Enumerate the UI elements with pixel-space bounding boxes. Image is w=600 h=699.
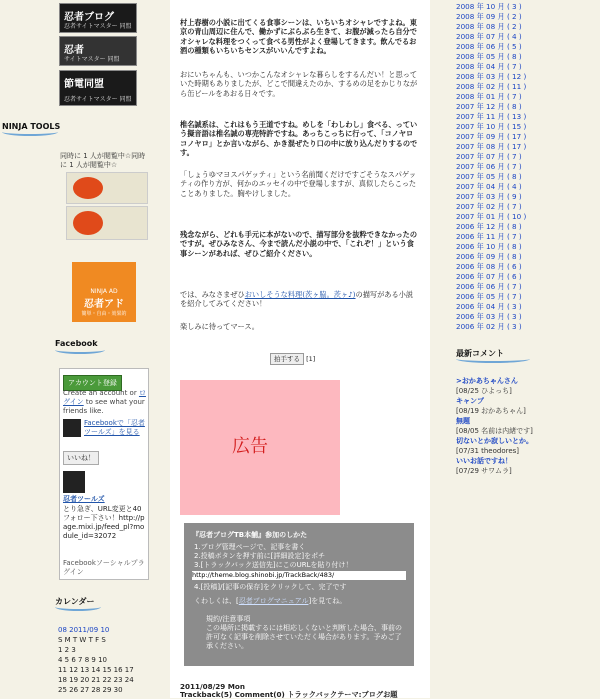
archive-item[interactable]: 2006 年 04 月 ( 3 ) — [456, 302, 522, 311]
post-date: 2011/08/29 Mon — [180, 682, 245, 691]
ninja-ad-label: NINJA AD — [90, 288, 118, 295]
calendar-widget — [58, 625, 150, 695]
comment-title[interactable]: 無題 — [456, 417, 470, 425]
ninja-blog-badge[interactable] — [59, 3, 137, 33]
comment-meta: [08/19 おかあちゃん] — [456, 407, 526, 415]
archive-item[interactable]: 2006 年 09 月 ( 8 ) — [456, 252, 522, 261]
clap-count: 1 — [308, 355, 313, 363]
setsuden-badge[interactable] — [59, 70, 137, 106]
heading-underline — [2, 128, 58, 136]
ninja-tools-banner-1[interactable] — [66, 172, 148, 204]
ad-label: 広告 — [232, 436, 268, 457]
archive-item[interactable]: 2008 年 10 月 ( 3 ) — [456, 2, 522, 11]
tb-step: 3.[トラックバック送信先]にこのURLを貼り付け！ — [194, 561, 353, 569]
archive-item[interactable]: 2006 年 06 月 ( 7 ) — [456, 282, 522, 291]
recent-comments-heading: 最新コメント — [456, 349, 504, 358]
badge-sub: サイトマスター 同盟 — [64, 56, 120, 63]
flame-logo-icon — [73, 211, 103, 235]
fb-like-button[interactable]: いいね！ — [63, 451, 99, 465]
comment-meta: [08/25 ひよっち] — [456, 387, 512, 395]
archive-item[interactable]: 2008 年 07 月 ( 4 ) — [456, 32, 522, 41]
comment-meta: [08/05 名前は内緒です] — [456, 427, 533, 435]
ninja-ad-banner[interactable] — [72, 262, 136, 322]
badge-title: 忍者 — [64, 45, 84, 56]
archive-list — [456, 2, 526, 332]
fb-post-text: とり急ぎ、URL変更と40フォロー下さい！http://page.mixi.jp/feed_pl?module_id=32072 — [63, 505, 145, 540]
archive-item[interactable]: 2008 年 08 月 ( 2 ) — [456, 22, 522, 31]
archive-item[interactable]: 2007 年 03 月 ( 9 ) — [456, 192, 522, 201]
post-paragraph: 「しょうゆマヨスパゲッティ」という名前聞くだけですごそうなスパゲッティの作り方が、何かのエッセイの中で登場しますが、真似したらこったことありました。胸やけしました。 — [180, 170, 417, 198]
archive-item[interactable]: 2007 年 05 月 ( 8 ) — [456, 172, 522, 181]
comment-meta: [07/29 サワムラ] — [456, 467, 512, 475]
left-sidebar — [0, 0, 150, 698]
comment-title[interactable]: キャンプ — [456, 397, 484, 405]
heading-underline — [55, 603, 101, 611]
ad-banner[interactable] — [180, 380, 340, 515]
archive-item[interactable]: 2006 年 07 月 ( 6 ) — [456, 272, 522, 281]
calendar-month[interactable]: 08 2011/09 10 — [58, 626, 110, 634]
post-paragraph: 村上春樹の小説に出てくる食事シーンは、いちいちオシャレですよね。東京の青山周辺に住んで、働かずにぶらぶら生きて、お腹が減ったら自分でオシャレな料理をつくって食べる男性がよく登場してきます。飲んでるお酒の種類もいちいちセンスがいいんですよね。 — [180, 18, 417, 56]
tb-title: 『忍者ブログTB本舗』参加のしかた — [192, 531, 308, 539]
archive-item[interactable]: 2008 年 02 月 ( 11 ) — [456, 82, 527, 91]
ninja-avatar — [63, 419, 81, 437]
badge-sub: 忍者サイトマスター 同盟 — [64, 23, 132, 30]
calendar-row: 11 12 13 14 15 16 17 — [58, 666, 134, 674]
tb-note: この場所に掲載するには相応しくないと判断した場合、事前の許可なく記事を削除させていただく場合があります。予めご了承ください。 — [206, 624, 402, 650]
ninja-ad-sub: 簡単・自由・効果的 — [81, 311, 127, 317]
archive-item[interactable]: 2007 年 04 月 ( 4 ) — [456, 182, 522, 191]
fb-plugin-footer: Facebookソーシャルプラグイン — [63, 559, 145, 576]
comment-title[interactable]: いいお話ですね！ — [456, 457, 512, 465]
badge-title: 忍者ブログ — [64, 12, 114, 23]
calendar-row: 1 2 3 — [58, 646, 76, 654]
post-paragraph: 椎名誠系は、これはもう王道ですね。めしを「わしわし」食べる、っていう擬音語は椎名誠の専売特許ですね。あっちこっちに行って、「コノヤロコノヤロ」とか言いながら、かき混ぜたり口の中に放り込んだりするのです。 — [180, 120, 418, 158]
badge-title: 節電同盟 — [64, 79, 104, 90]
archive-item[interactable]: 2006 年 10 月 ( 8 ) — [456, 242, 522, 251]
archive-item[interactable]: 2008 年 06 月 ( 5 ) — [456, 42, 522, 51]
archive-item[interactable]: 2007 年 10 月 ( 15 ) — [456, 122, 527, 131]
facebook-heading: Facebook — [55, 339, 98, 348]
calendar-row: 18 19 20 21 22 23 24 — [58, 676, 134, 684]
tb-note-title: 規約/注意事項 — [206, 615, 251, 623]
flame-logo-icon — [73, 177, 103, 199]
archive-item[interactable]: 2008 年 09 月 ( 2 ) — [456, 12, 522, 21]
badge-sub: 忍者サイトマスター 同盟 — [64, 96, 132, 103]
archive-item[interactable]: 2006 年 03 月 ( 3 ) — [456, 312, 522, 321]
archive-item[interactable]: 2007 年 01 月 ( 10 ) — [456, 212, 527, 221]
comment-meta: [07/31 theodores] — [456, 447, 520, 455]
clap-area: 拍手する [1] — [270, 354, 315, 363]
ninja-tools-heading: NINJA TOOLS — [2, 122, 61, 131]
ninja-tools-banner-2[interactable] — [66, 206, 148, 240]
heading-underline — [55, 346, 105, 354]
tb-detail: くわしくは、[忍者ブログマニュアル]を見てね。 — [194, 597, 347, 605]
tb-step: 1.ブログ管理ページで、記事を書く — [194, 543, 306, 551]
comment-title[interactable]: >おかあちゃんさん — [456, 377, 518, 385]
archive-item[interactable]: 2006 年 12 月 ( 8 ) — [456, 222, 522, 231]
fb-page-link[interactable]: Facebookで「忍者ツールズ」を見る — [84, 419, 145, 436]
fb-login-link[interactable]: ログイン — [63, 389, 146, 406]
comment-title[interactable]: 切ないとか寂しいとか。 — [456, 437, 533, 445]
archive-item[interactable]: 2008 年 03 月 ( 12 ) — [456, 72, 527, 81]
online-counter: 同時に 1 人が閲覧中☆同時に 1 人が閲覧中☆ — [60, 152, 146, 169]
archive-item[interactable]: 2007 年 02 月 ( 7 ) — [456, 202, 522, 211]
archive-item[interactable]: 2006 年 05 月 ( 7 ) — [456, 292, 522, 301]
post-paragraph: 楽しみに待ってマース。 — [180, 322, 259, 331]
post-paragraph: おにいちゃんも、いつかこんなオシャレな暮らしをするんだい！と思っていた時期もありましたが、どこで間違えたのか、するめの足をかじりながら缶ビールをあおる日々です。 — [180, 70, 418, 98]
tb-step: 4.[投稿]/[記事の保存]をクリックして、完了です — [194, 583, 347, 591]
tb-step: 2.投稿ボタンを押す前に[詳細設定]をポチ — [194, 552, 326, 560]
recent-comments-list — [456, 376, 596, 476]
profile-avatar — [63, 471, 85, 493]
profile-name[interactable]: 忍者ツールズ — [63, 495, 105, 503]
heading-underline — [456, 355, 530, 363]
tb-url-field[interactable]: http://theme.blog.shinobi.jp/TrackBack/483/ — [192, 571, 406, 580]
archive-item[interactable]: 2008 年 04 月 ( 7 ) — [456, 62, 522, 71]
archive-item[interactable]: 2007 年 12 月 ( 8 ) — [456, 102, 522, 111]
archive-item[interactable]: 2007 年 07 月 ( 7 ) — [456, 152, 522, 161]
trackback-box — [184, 523, 414, 666]
archive-item[interactable]: 2006 年 02 月 ( 3 ) — [456, 322, 522, 331]
calendar-row: 25 26 27 28 29 30 — [58, 686, 123, 694]
clap-button[interactable]: 拍手する — [270, 353, 304, 365]
archive-item[interactable]: 2006 年 08 月 ( 6 ) — [456, 262, 522, 271]
site-master-badge[interactable] — [59, 36, 137, 66]
calendar-row: 4 5 6 7 8 9 10 — [58, 656, 107, 664]
archive-item[interactable]: 2006 年 11 月 ( 7 ) — [456, 232, 522, 241]
archive-item[interactable]: 2007 年 09 月 ( 17 ) — [456, 132, 527, 141]
fb-signup-text: Create an account or ログイン to see what your friends like. — [63, 389, 146, 415]
archive-item[interactable]: 2007 年 11 月 ( 13 ) — [456, 112, 527, 121]
calendar-weekdays: S M T W T F S — [58, 636, 106, 644]
archive-item[interactable]: 2007 年 06 月 ( 7 ) — [456, 162, 522, 171]
post-paragraph: 残念ながら、どれも手元に本がないので、描写部分を抜粋できなかったのですが。ぜひみなさん、今まで読んだ小説の中で、「これぞ！」という食事シーンがあれば、ぜひご紹介ください。 — [180, 230, 418, 258]
post-paragraph: では、みなさまぜひおいしそうな料理(茨ヶ脇。茨ヶ♪)の描写がある小説を紹介してみてください！ — [180, 290, 414, 309]
tb-manual-link[interactable]: 忍者ブログマニュアル — [238, 597, 309, 605]
archive-item[interactable]: 2008 年 01 月 ( 7 ) — [456, 92, 522, 101]
facebook-widget — [59, 368, 149, 580]
post-footer-links[interactable]: Trackback(5) Comment(0) トラックバックテーマ:ブログお題 — [180, 690, 398, 699]
archive-item[interactable]: 2008 年 05 月 ( 8 ) — [456, 52, 522, 61]
archive-item[interactable]: 2007 年 08 月 ( 17 ) — [456, 142, 527, 151]
ninja-ad-title: 忍者アド — [84, 299, 124, 310]
calendar-heading: カレンダー — [55, 597, 95, 606]
fb-signup-button[interactable]: アカウント登録 — [63, 375, 122, 391]
theme-link[interactable]: おいしそうな料理(茨ヶ脇。茨ヶ♪) — [244, 290, 356, 299]
